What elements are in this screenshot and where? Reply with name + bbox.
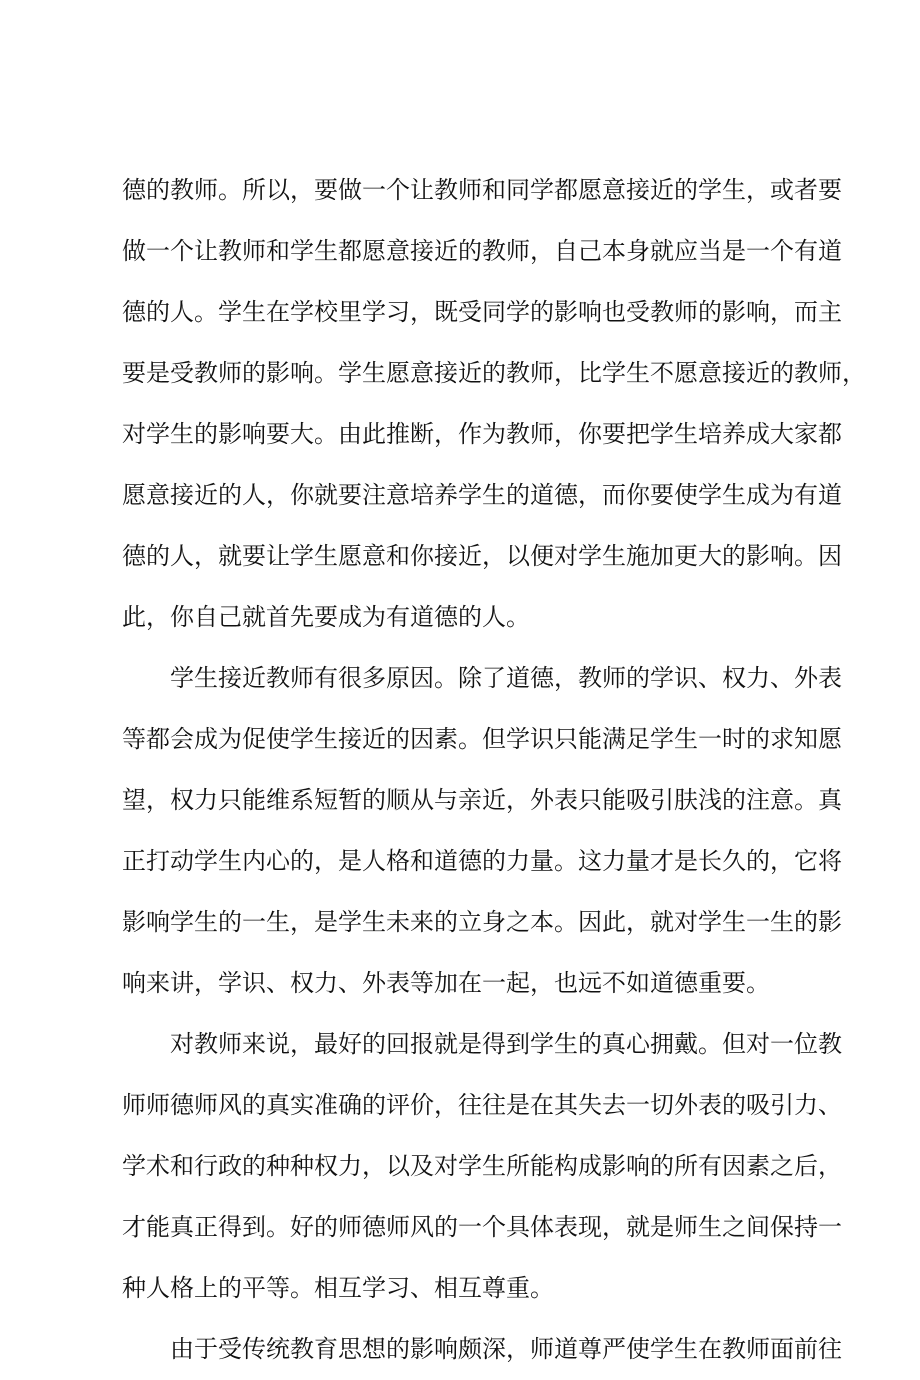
text-line: 才能真正得到。好的师德师风的一个具体表现，就是师生之间保持一 [122, 1213, 842, 1241]
text-line: 学术和行政的种种权力，以及对学生所能构成影响的所有因素之后， [122, 1152, 842, 1180]
text-line: 影响学生的一生，是学生未来的立身之本。因此，就对学生一生的影 [122, 908, 842, 936]
paragraph-2 [122, 648, 842, 1014]
text-line: 做一个让教师和学生都愿意接近的教师，自己本身就应当是一个有道 [122, 237, 842, 265]
text-line: 对教师来说，最好的回报就是得到学生的真心拥戴。但对一位教 [170, 1030, 842, 1058]
text-line: 学生接近教师有很多原因。除了道德，教师的学识、权力、外表 [170, 664, 842, 692]
paragraph-4 [122, 1319, 842, 1380]
text-line: 种人格上的平等。相互学习、相互尊重。 [122, 1274, 554, 1302]
document-body [122, 160, 866, 1380]
text-line: 正打动学生内心的，是人格和道德的力量。这力量才是长久的，它将 [122, 847, 842, 875]
paragraph-3 [122, 1014, 842, 1319]
text-line: 要是受教师的影响。学生愿意接近的教师，比学生不愿意接近的教师， [122, 359, 866, 387]
paragraph-1 [122, 160, 866, 648]
text-line: 望，权力只能维系短暂的顺从与亲近，外表只能吸引肤浅的注意。真 [122, 786, 842, 814]
text-line: 德的教师。所以，要做一个让教师和同学都愿意接近的学生，或者要 [122, 176, 842, 204]
text-line: 等都会成为促使学生接近的因素。但学识只能满足学生一时的求知愿 [122, 725, 842, 753]
text-line: 对学生的影响要大。由此推断，作为教师，你要把学生培养成大家都 [122, 420, 842, 448]
text-line: 愿意接近的人，你就要注意培养学生的道德，而你要使学生成为有道 [122, 481, 842, 509]
text-line: 师师德师风的真实准确的评价，往往是在其失去一切外表的吸引力、 [122, 1091, 842, 1119]
text-line: 由于受传统教育思想的影响颇深，师道尊严使学生在教师面前往 [170, 1335, 842, 1363]
text-line: 此，你自己就首先要成为有道德的人。 [122, 603, 530, 631]
text-line: 德的人，就要让学生愿意和你接近，以便对学生施加更大的影响。因 [122, 542, 842, 570]
text-line: 响来讲，学识、权力、外表等加在一起，也远不如道德重要。 [122, 969, 770, 997]
text-line: 德的人。学生在学校里学习，既受同学的影响也受教师的影响，而主 [122, 298, 842, 326]
